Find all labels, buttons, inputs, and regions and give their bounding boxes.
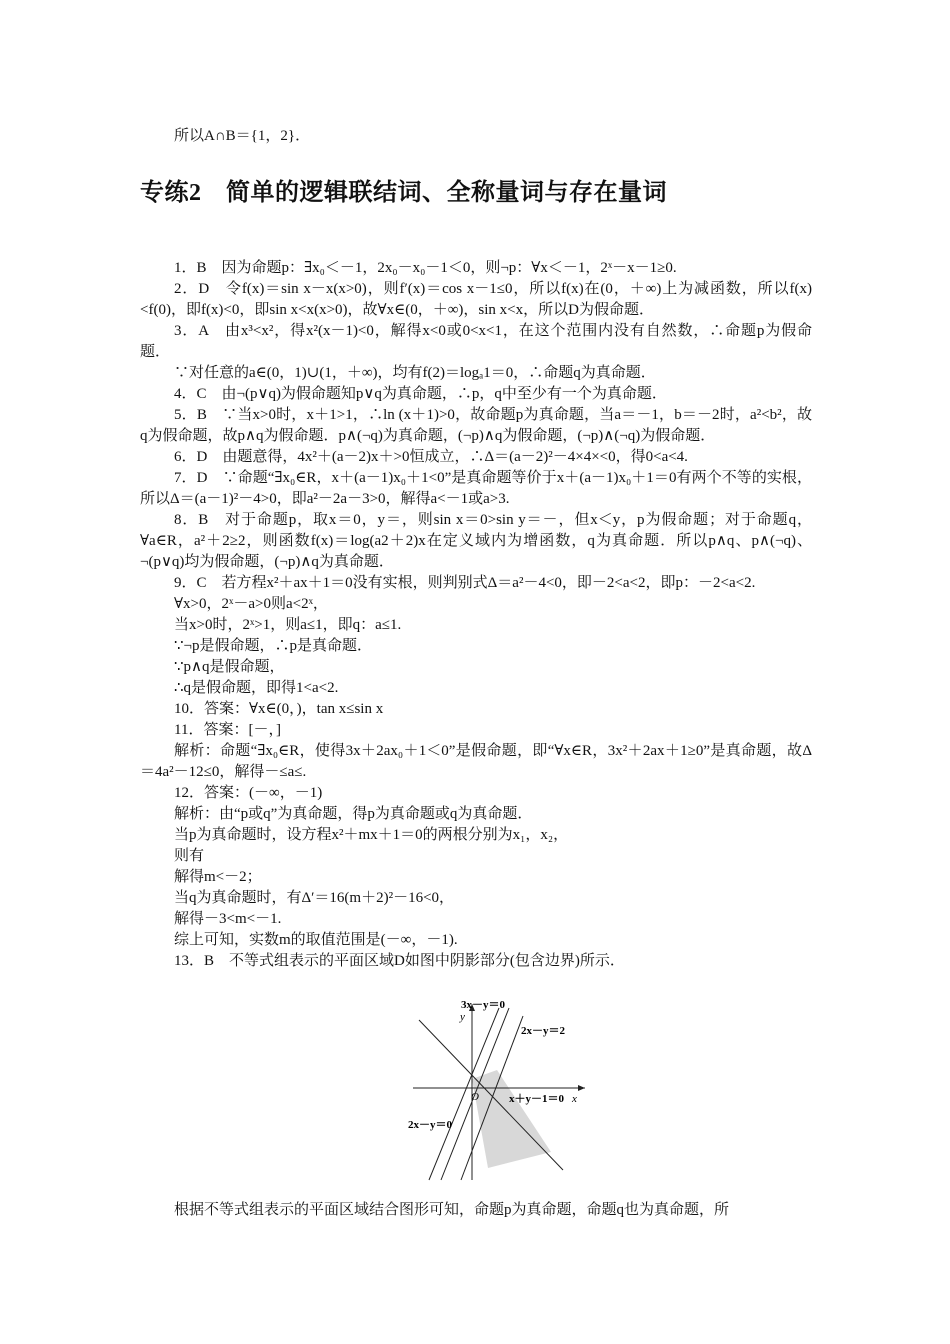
label-2x-y-0: 2x－y＝0 [408, 1119, 452, 1131]
answer-line: 10．答案：∀x∈(0，)，tan x≤sin x [174, 701, 384, 717]
answer-line: 7．D ∵命题“∃x₀∈R，x＋(a－1)x₀＋1<0”是真命题等价于x＋(a－1)x₀＋1＝0有两个不等的实根，所以Δ＝(a－1)²－4>0，即a²－2a－3>0，解得a<－1或a>3. [140, 470, 812, 507]
answer-line: 解得m<－2； [174, 869, 262, 885]
answer-line: ∴q是假命题，即得1<a<2. [174, 680, 339, 696]
section-title: 专练2 简单的逻辑联结词、全称量词与存在量词 [140, 180, 667, 206]
answer-line: ∵p∧q是假命题， [174, 659, 285, 675]
axis-x-label: x [572, 1093, 577, 1105]
last-line: 根据不等式组表示的平面区域结合图形可知，命题p为真命题，命题q也为真命题，所 [174, 1202, 730, 1218]
label-2x-y-2: 2x－y＝2 [521, 1025, 565, 1037]
intro-line: 所以A∩B＝{1，2}． [174, 128, 311, 144]
origin-label: O [471, 1091, 479, 1103]
answer-line: 6．D 由题意得，4x²＋(a－2)x＋>0恒成立，∴Δ＝(a－2)²－4×4×<0，得0<a<4. [174, 449, 688, 465]
answer-line: 解析：命题“∃x₀∈R，使得3x＋2ax₀＋1＜0”是假命题，即“∀x∈R，3x²＋2ax＋1≥0”是真命题，故Δ＝4a²－12≤0，解得－≤a≤. [140, 743, 812, 780]
answer-line: 解析：由“p或q”为真命题，得p为真命题或q为真命题． [174, 806, 533, 822]
answer-line: 当x>0时，2ˣ>1，则a≤1，即q：a≤1. [174, 617, 402, 633]
axis-y-label: y [460, 1011, 465, 1023]
answer-line: 1．B 因为命题p：∃x₀＜－1，2x₀－x₀－1＜0，则¬p：∀x＜－1，2ˣ－x－1≥0. [174, 260, 677, 276]
label-x-y-1: x＋y－1＝0 [509, 1093, 564, 1105]
answer-line: ∀x>0，2ˣ－a>0则a<2ˣ， [174, 596, 328, 612]
answer-line: 11．答案：[－，] [174, 722, 281, 738]
answer-line: 解得－3<m<－1. [174, 911, 282, 927]
label-3x-y-0: 3x－y＝0 [461, 999, 505, 1011]
answer-line: 当p为真命题时，设方程x²＋mx＋1＝0的两根分别为x₁，x₂， [174, 827, 569, 843]
answer-body [140, 258, 812, 972]
region-figure [405, 994, 591, 1186]
answer-line: 13．B 不等式组表示的平面区域D如图中阴影部分(包含边界)所示． [174, 953, 625, 969]
x-axis-arrow [578, 1085, 585, 1091]
answer-line: 2．D 令f(x)＝sin x－x(x>0)，则f′(x)＝cos x－1≤0，所以f(x)在(0，＋∞)上为减函数，所以f(x)<f(0)，即f(x)<0，即sin x<x(x>0)，故∀x∈(0，＋∞)，sin x<x，所以D为假命题． [140, 281, 812, 318]
answer-line: 则有 [174, 848, 205, 864]
answer-line: 3．A 由x³<x²，得x²(x－1)<0，解得x<0或0<x<1，在这个范围内没有自然数，∴命题p为假命题． [140, 323, 812, 360]
answer-line: ∵对任意的a∈(0，1)∪(1，＋∞)，均有f(2)＝logₐ1＝0，∴命题q为真命题． [174, 365, 656, 381]
answer-line: 9．C 若方程x²＋ax＋1＝0没有实根，则判别式Δ＝a²－4<0，即－2<a<2，即p：－2<a<2. [174, 575, 756, 591]
answer-line: ∵¬p是假命题，∴p是真命题． [174, 638, 373, 654]
answer-line: 综上可知，实数m的取值范围是(－∞，－1). [174, 932, 458, 948]
answer-line: 12．答案：(－∞，－1) [174, 785, 323, 801]
answer-line: 4．C 由¬(p∨q)为假命题知p∨q为真命题，∴p，q中至少有一个为真命题． [174, 386, 667, 402]
answer-line: 当q为真命题时，有Δ′＝16(m＋2)²－16<0， [174, 890, 455, 906]
answer-line: 5．B ∵当x>0时，x＋1>1，∴ln (x＋1)>0，故命题p为真命题，当a＝－1，b＝－2时，a²<b²，故q为假命题，故p∧q为假命题．p∧(¬q)为真命题，(¬p)∧q为假命题，(¬p)∧(¬q)为假命题． [140, 407, 812, 444]
answer-line: 8．B 对于命题p，取x＝0，y＝，则sin x＝0>sin y＝－，但x＜y，p为假命题；对于命题q，∀a∈R，a²＋2≥2，则函数f(x)＝log(a2＋2)x在定义域内为增函数，q为真命题．所以p∧q、p∧(¬q)、¬(p∨q)均为假命题，(¬p)∧q为真命题． [140, 512, 812, 570]
